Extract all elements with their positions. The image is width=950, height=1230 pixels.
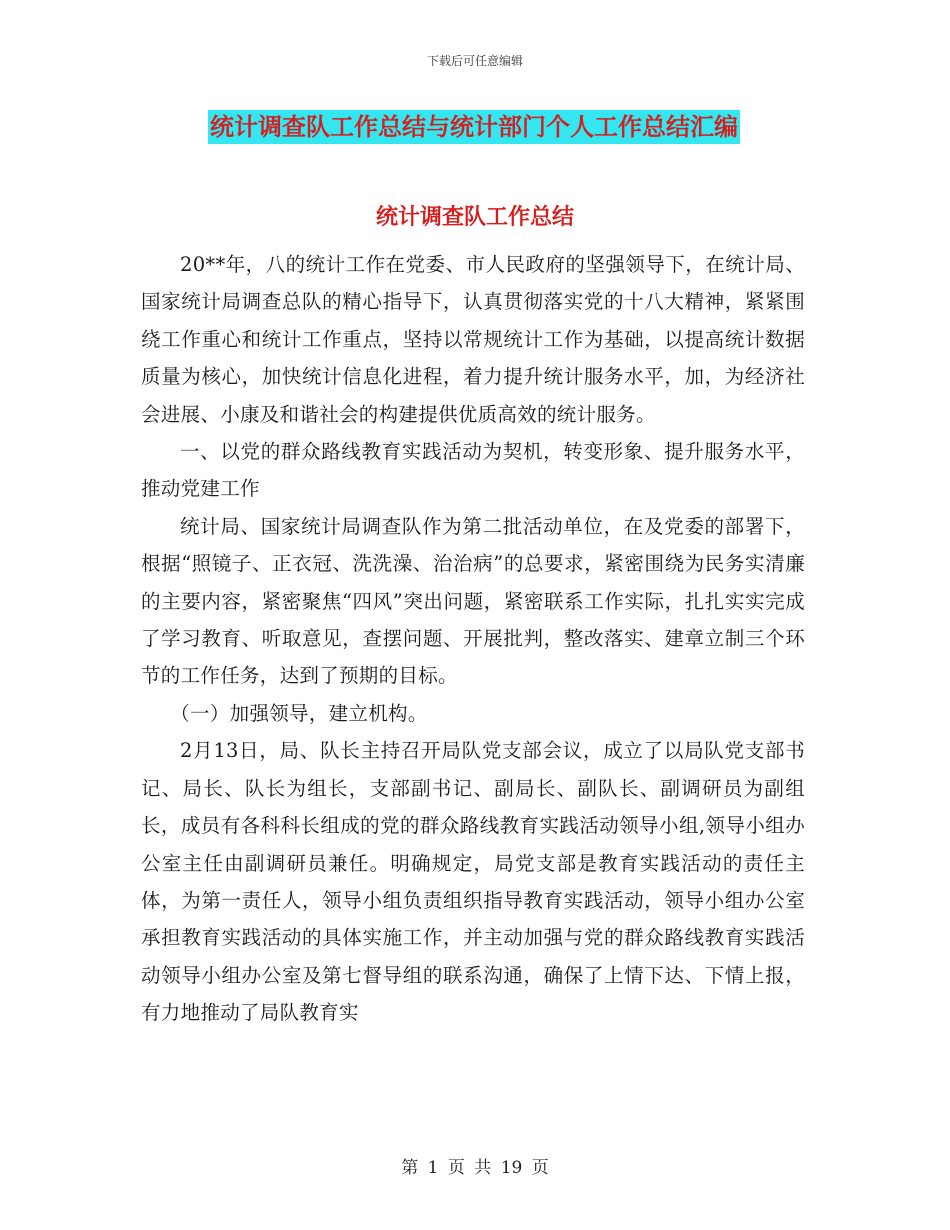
document-main-title: 统计调查队工作总结与统计部门个人工作总结汇编 bbox=[208, 110, 740, 144]
paragraph-heading-1: 一、以党的群众路线教育实践活动为契机，转变形象、提升服务水平，推动党建工作 bbox=[141, 440, 805, 501]
page-header-note: 下载后可任意编辑 bbox=[426, 54, 523, 68]
document-body bbox=[141, 246, 805, 1032]
section-title: 统计调查队工作总结 bbox=[375, 204, 574, 230]
paragraph-leadership: 2月13日，局、队长主持召开局队党支部会议，成立了以局队党支部书记、局长、队长为组长，支部副书记、副局长、副队长、副调研员为副组长，成员有各科科长组成的党的群众路线教育实践活动领导小组,领导小组办公室主任由副调研员兼任。明确规定，局党支部是教育实践活动的责任主体，为第一责任人，领导小组负责组织指导教育实践活动，领导小组办公室承担教育实践活动的具体实施工作，并主动加强与党的群众路线教育实践活动领导小组办公室及第七督导组的联系沟通，确保了上情下达、下情上报，有力地推动了局队教育实 bbox=[141, 739, 805, 1025]
paragraph-subheading-1: （一）加强领导，建立机构。 bbox=[170, 701, 428, 725]
page-footer: 第 1 页 共 19 页 bbox=[401, 1158, 549, 1178]
paragraph-intro: 20**年，八的统计工作在党委、市人民政府的坚强领导下，在统计局、国家统计局调查总队的精心指导下，认真贯彻落实党的十八大精神，紧紧围绕工作重心和统计工作重点，坚持以常规统计工作为基础，以提高统计数据质量为核心，加快统计信息化进程，着力提升统计服务水平，加，为经济社会进展、小康及和谐社会的构建提供优质高效的统计服务。 bbox=[141, 253, 805, 426]
paragraph-activity: 统计局、国家统计局调查队作为第二批活动单位，在及党委的部署下，根据“照镜子、正衣冠、洗洗澡、治治病”的总要求，紧密围绕为民务实清廉的主要内容，紧密聚焦“四风”突出问题，紧密联系工作实际，扎扎实实完成了学习教育、听取意见，查摆问题、开展批判，整改落实、建章立制三个环节的工作任务，达到了预期的目标。 bbox=[141, 514, 805, 688]
